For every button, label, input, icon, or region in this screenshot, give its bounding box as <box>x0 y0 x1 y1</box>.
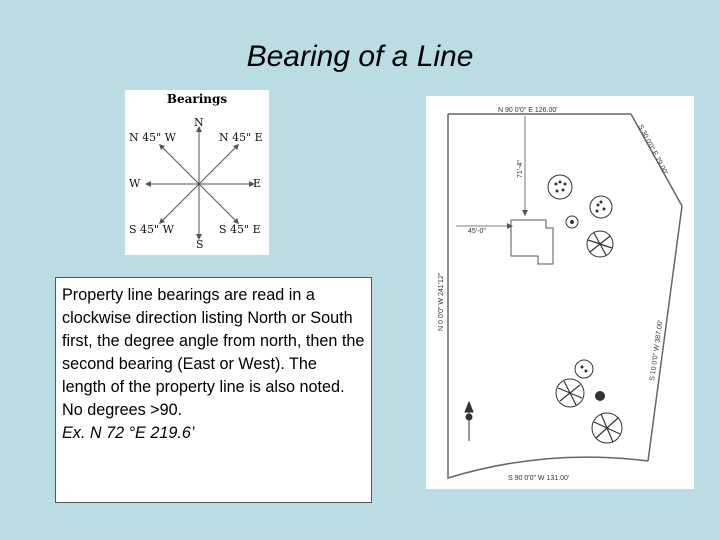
slide-title: Bearing of a Line <box>246 40 474 73</box>
bearings-diagram <box>125 90 269 255</box>
label-south: S <box>196 238 204 251</box>
right-upper-line-label: S 30 0'0" E 79.00' <box>636 123 669 176</box>
plat-drawing <box>426 96 694 489</box>
horizontal-dimension-label: 45'-0" <box>468 228 486 235</box>
property-plat <box>426 96 694 489</box>
left-line-label: N 0 0'0" W 241'12" <box>438 272 445 331</box>
label-east: E <box>253 177 262 190</box>
label-northeast: N 45" E <box>219 131 263 144</box>
vertical-dimension-label: 71'-4" <box>517 160 524 178</box>
bearings-title: Bearings <box>166 92 228 106</box>
tree-icon <box>548 175 622 443</box>
property-boundary <box>448 114 682 478</box>
description-box <box>55 277 372 503</box>
label-west: W <box>129 177 141 190</box>
top-line-label: N 90 0'0" E 126.00' <box>498 107 558 114</box>
label-north: N <box>194 116 204 129</box>
bottom-line-label: S 90 0'0" W 131.00' <box>508 475 570 482</box>
example-text: Ex. N 72 °E 219.6’ <box>62 424 195 442</box>
description-text: Property line bearings are read in a clockwise direction listing North or South first, the degree angle from north, then the second bearing (East or West). The length of the property line is also noted. No degrees >90. <box>62 286 365 419</box>
north-arrow-icon <box>465 402 473 441</box>
label-southwest: S 45" W <box>129 223 174 236</box>
label-southeast: S 45" E <box>219 223 261 236</box>
right-lower-line-label: S 10 0'0" W 387.00' <box>649 319 665 382</box>
label-northwest: N 45" W <box>129 131 176 144</box>
